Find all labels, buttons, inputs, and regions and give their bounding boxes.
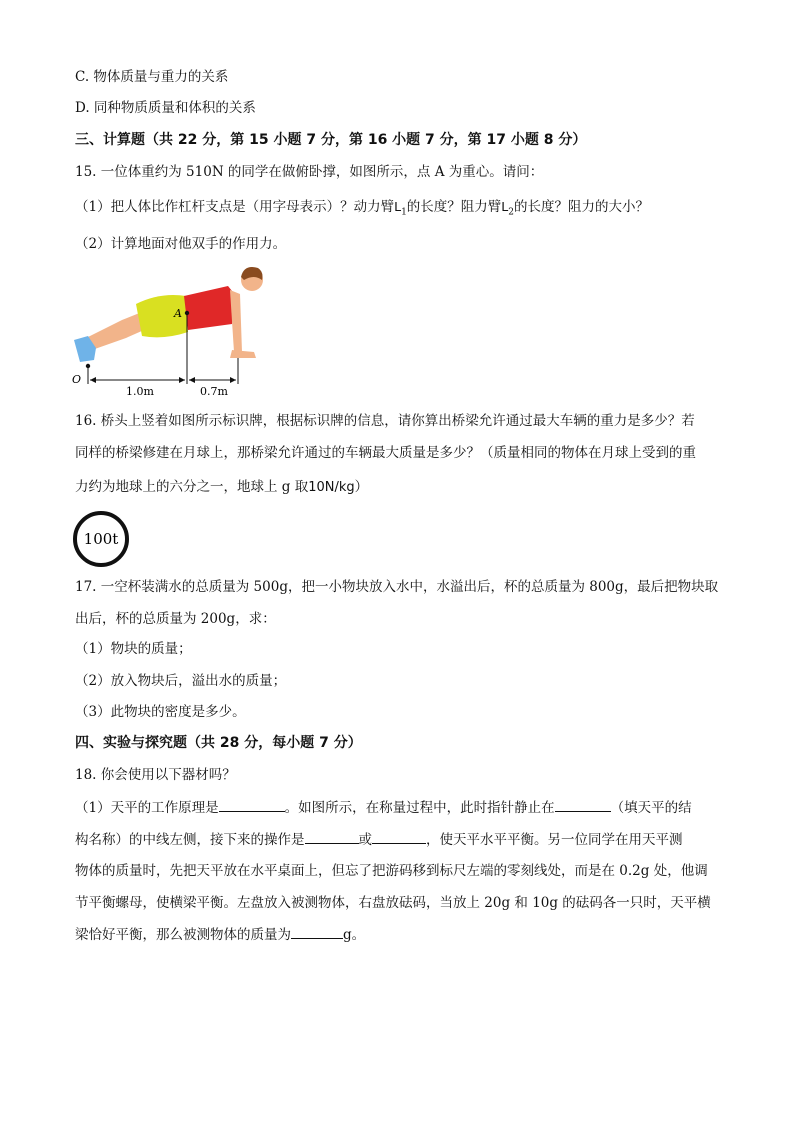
l1-symbol: L	[394, 199, 402, 214]
q18-stem: 18. 你会使用以下器材吗？	[75, 767, 236, 783]
pushup-figure	[64, 260, 274, 400]
l1-subscript: 1	[401, 207, 407, 218]
q18-line3: 物体的质量时，先把天平放在水平桌面上，但忘了把游码移到标尺左端的零刻线处，而是在 0.2g 处，他调	[75, 863, 708, 879]
q18-line1	[75, 797, 692, 818]
shirt-shape	[184, 286, 236, 330]
q17-line2: 出后，杯的总质量为 200g，求：	[75, 611, 276, 627]
leg-shape	[86, 312, 144, 350]
q15-part1	[75, 197, 649, 223]
weight-limit-sign	[72, 510, 132, 570]
option-d: D. 同种物质质量和体积的关系	[75, 100, 256, 116]
q16-line3-text-a: 力约为地球上的六分之一，地球上 g 取	[75, 479, 309, 495]
q18-l2-text-a: 构名称）的中线左侧，接下来的操作是	[75, 832, 305, 848]
blank-structure[interactable]	[555, 797, 611, 812]
q16-line3	[75, 477, 368, 498]
q18-l5-text-b: g。	[343, 927, 366, 943]
dist-label-1: 1.0m	[126, 385, 154, 398]
q15-part2: （2）计算地面对他双手的作用力。	[75, 236, 287, 252]
hand-shape	[230, 350, 256, 358]
section-3-heading: 三、计算题（共 22 分，第 15 小题 7 分，第 16 小题 7 分，第 17 小题 8 分）	[75, 132, 587, 148]
dist-label-2: 0.7m	[200, 385, 228, 398]
label-a: A	[174, 307, 182, 320]
q17-part3: （3）此物块的密度是多少。	[75, 704, 246, 720]
q18-l1-text-c: （填天平的结	[610, 800, 692, 816]
q15-part1-text-b: 的长度？阻力臂	[406, 199, 502, 215]
q15-part1-text-a: （1）把人体比作杠杆支点是（用字母表示）？动力臂	[75, 199, 395, 215]
q18-l2-text-b: 或	[358, 832, 372, 848]
q18-l2-text-c: ，使天平水平平衡。另一位同学在用天平测	[426, 832, 683, 848]
g-unit: 10N/kg	[308, 480, 355, 495]
q18-l1-text-b: 。如图所示，在称量过程中，此时指针静止在	[284, 800, 555, 816]
option-c: C. 物体质量与重力的关系	[75, 69, 229, 85]
l2-symbol: L	[501, 199, 509, 214]
q18-l1-text-a: （1）天平的工作原理是	[75, 800, 219, 816]
blank-principle[interactable]	[219, 797, 285, 812]
q15-part1-text-c: 的长度？阻力的大小？	[514, 199, 649, 215]
q18-line4: 节平衡螺母，使横梁平衡。左盘放入被测物体，右盘放砝码，当放上 20g 和 10g 的砝码各一只时，天平横	[75, 895, 711, 911]
blank-mass[interactable]	[291, 924, 343, 939]
q18-line5	[75, 924, 365, 945]
l2-subscript: 2	[508, 207, 514, 218]
q17-part2: （2）放入物块后，溢出水的质量；	[75, 673, 287, 689]
q16-line2: 同样的桥梁修建在月球上，那桥梁允许通过的车辆最大质量是多少？（质量相同的物体在月球上受到的重	[75, 445, 696, 461]
label-o: O	[72, 373, 82, 386]
q18-line2	[75, 829, 683, 850]
q18-l5-text-a: 梁恰好平衡，那么被测物体的质量为	[75, 927, 291, 943]
q16-line1: 16. 桥头上竖着如图所示标识牌，根据标识牌的信息，请你算出桥梁允许通过最大车辆的重力是多少？若	[75, 413, 695, 429]
section-4-heading: 四、实验与探究题（共 28 分，每小题 7 分）	[75, 735, 362, 751]
point-o-dot	[86, 364, 90, 368]
q15-stem: 15. 一位体重约为 510N 的同学在做俯卧撑，如图所示，点 A 为重心。请问：	[75, 164, 544, 180]
blank-operation-1[interactable]	[305, 829, 359, 844]
q17-line1: 17. 一空杯装满水的总质量为 500g，把一小物块放入水中，水溢出后，杯的总质量为 800g，最后把物块取	[75, 579, 719, 595]
sign-text: 100t	[83, 530, 119, 548]
q16-line3-text-b: ）	[354, 479, 369, 495]
blank-operation-2[interactable]	[372, 829, 426, 844]
q17-part1: （1）物块的质量；	[75, 641, 192, 657]
